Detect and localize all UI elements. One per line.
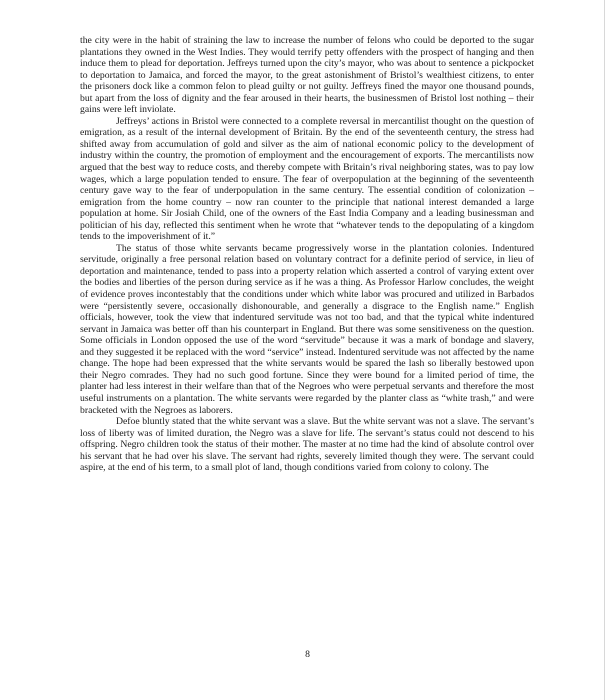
- paragraph-3: The status of those white servants became progressively worse in the plantation colonies. Indentured servitude, originally a free personal relation based on voluntary contract for a definite period of service, in lieu of deportation and maintenance, tended to pass into a property relation which asserted a control of varying extent over the bodies and liberties of the person during service as if he was a thing. As Professor Harlow concludes, the weight of evidence proves incontestably that the conditions under which white labor was procured and utilized in Barbados were “persistently severe, occasionally dishonourable, and generally a disgrace to the English name.” English officials, however, took the view that indentured servitude was not too bad, and that the typical white indentured servant in Jamaica was better off than his counterpart in England. But there was some sensitiveness on the question. Some officials in London opposed the use of the word “servitude” because it was a mark of bondage and slavery, and they suggested it be replaced with the word “service” instead. Indentured servitude was not affected by the name change. The hope had been expressed that the white servants would be spared the lash so liberally bestowed upon their Negro comrades. They had no such good fortune. Since they were bound for a limited period of time, the planter had less interest in their welfare than that of the Negroes who were perpetual servants and therefore the most useful instruments on a plantation. The white servants were regarded by the planter class as “white trash,” and were bracketed with the Negroes as laborers.: [80, 242, 534, 416]
- paragraph-4: Defoe bluntly stated that the white servant was a slave. But the white servant was not a slave. The servant’s loss of liberty was of limited duration, the Negro was a slave for life. The servant’s status could not descend to his offspring. Negro children took the status of their mother. The master at no time had the kind of absolute control over his servant that he had over his slave. The servant had rights, severely limited though they were. The servant could aspire, at the end of his term, to a small plot of land, though conditions varied from colony to colony. The: [80, 416, 534, 474]
- page-number: 8: [305, 649, 310, 660]
- paragraph-2: Jeffreys’ actions in Bristol were connected to a complete reversal in mercantilist thought on the question of emigration, as a result of the internal development of Britain. By the end of the seventeenth century, the stress had shifted away from accumulation of gold and silver as the aim of national economic policy to the development of industry within the country, the promotion of employment and the encouragement of exports. The mercantilists now argued that the best way to reduce costs, and thereby compete with Britain’s rival neighboring states, was to pay low wages, which a large population tended to ensure. The fear of overpopulation at the beginning of the seventeenth century gave way to the fear of underpopulation in the same century. The essential condition of colonization – emigration from the home country – now ran counter to the principle that national interest demanded a large population at home. Sir Josiah Child, one of the owners of the East India Company and a leading businessman and politician of his day, reflected this sentiment when he wrote that “whatever tends to the depopulating of a kingdom tends to the impoverishment of it.”: [80, 115, 534, 243]
- paragraph-1: the city were in the habit of straining the law to increase the number of felons who could be deported to the sugar plantations they owned in the West Indies. They would terrify petty offenders with the prospect of hanging and then induce them to plead for deportation. Jeffreys turned upon the city’s mayor, who was about to sentence a pickpocket to deportation to Jamaica, and forced the mayor, to the great astonishment of Bristol’s wealthiest citizens, to enter the prisoners dock like a common felon to plead guilty or not guilty. Jeffreys fined the mayor one thousand pounds, but apart from the loss of dignity and the fear aroused in their hearts, the businessmen of Bristol lost nothing – their gains were left inviolate.: [80, 35, 534, 116]
- document-page: [80, 35, 534, 474]
- page-edge-divider: [604, 0, 605, 700]
